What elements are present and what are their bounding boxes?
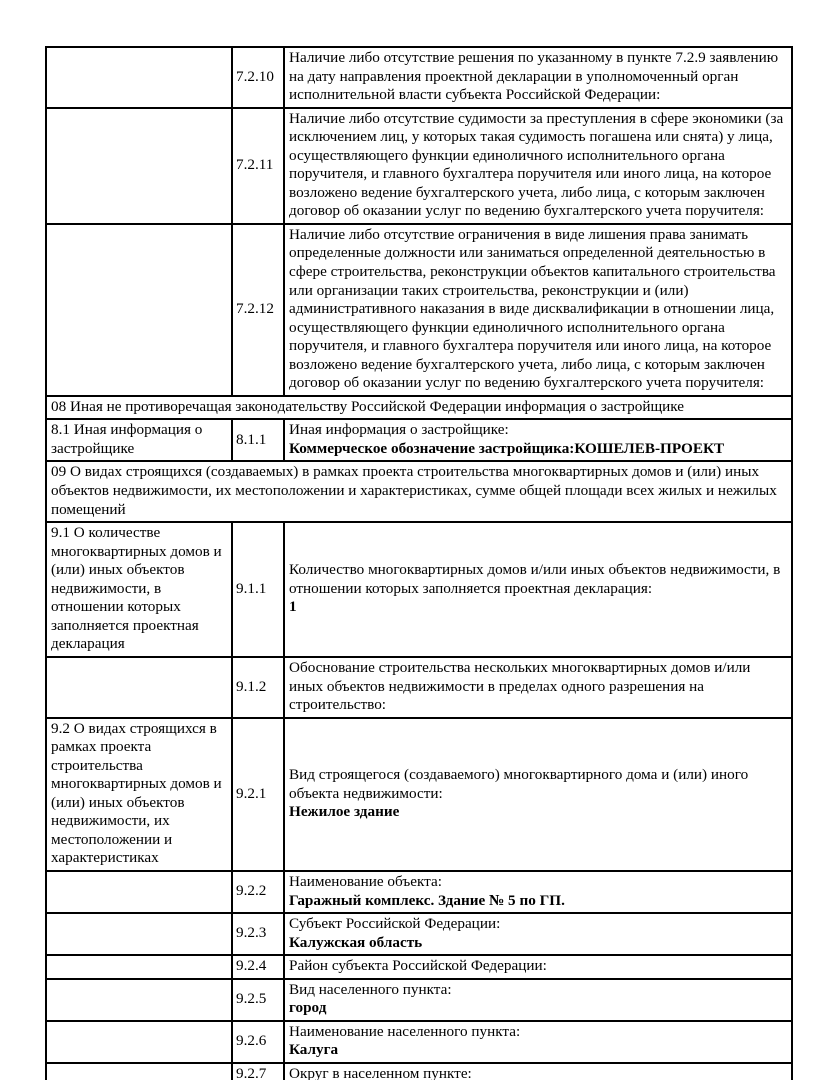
- section-header-row: [46, 461, 792, 522]
- item-section-cell: [46, 47, 232, 108]
- item-row: [46, 955, 792, 979]
- item-number-cell: 9.1.2: [232, 657, 284, 718]
- item-label: Обоснование строительства нескольких многоквартирных домов и/или иных объектов недвижимости в пределах одного разрешения на строительство:: [289, 658, 751, 714]
- item-number-cell: 9.2.2: [232, 871, 284, 913]
- item-number-cell: 7.2.12: [232, 224, 284, 396]
- item-row: [46, 522, 792, 657]
- item-content-cell: [284, 718, 792, 871]
- item-label: Количество многоквартирных домов и/или иных объектов недвижимости, в отношении которых заполняется проектная декларация:: [289, 561, 781, 597]
- item-value: Гаражный комплекс. Здание № 5 по ГП.: [289, 891, 565, 909]
- item-row: [46, 913, 792, 955]
- item-value: 1: [289, 598, 297, 616]
- item-label: Вид строящегося (создаваемого) многоквартирного дома и (или) иного объекта недвижимости:: [289, 765, 749, 802]
- item-section-cell: [46, 871, 232, 913]
- project-declaration-table: [45, 46, 793, 1080]
- item-row: [46, 1063, 792, 1080]
- item-number-cell: 9.2.6: [232, 1021, 284, 1063]
- item-section-cell: 9.2 О видах строящихся в рамках проекта строительства многоквартирных домов и (или) иных объектов недвижимости, их местоположении и характеристиках: [46, 718, 232, 871]
- item-row: [46, 224, 792, 396]
- item-label: Наименование объекта:: [289, 872, 442, 890]
- declaration-table-body: [46, 47, 792, 1080]
- item-row: [46, 718, 792, 871]
- item-section-cell: [46, 657, 232, 718]
- item-number-cell: 9.2.5: [232, 979, 284, 1021]
- item-content-cell: [284, 913, 792, 955]
- item-section-cell: [46, 1063, 232, 1080]
- item-row: [46, 871, 792, 913]
- item-number-cell: 7.2.10: [232, 47, 284, 108]
- item-value: Коммерческое обозначение застройщика:КОШЕЛЕВ-ПРОЕКТ: [289, 439, 725, 457]
- item-section-cell: [46, 1021, 232, 1063]
- item-label: Субъект Российской Федерации:: [289, 915, 501, 933]
- item-label: Наличие либо отсутствие ограничения в виде лишения права занимать определенные должности или заниматься определенной деятельностью в сфере строительства, реконструкции объектов капитального строительства или организации таких строительства, реконструкции и (или) административного наказания в виде дисквалификации в отношении лица, осуществляющего функции единоличного исполнительного органа поручителя, и главного бухгалтера поручителя или иного лица, на которое возложено ведение бухгалтерского учета, либо лица, с которым заключен договор об оказании услуг по ведению бухгалтерского учета поручителя:: [289, 225, 776, 392]
- item-value: Калужская область: [289, 933, 423, 951]
- item-row: [46, 419, 792, 461]
- item-section-cell: [46, 955, 232, 979]
- item-number-cell: 9.2.1: [232, 718, 284, 871]
- item-section-cell: [46, 224, 232, 396]
- item-number-cell: 8.1.1: [232, 419, 284, 461]
- item-section-cell: [46, 979, 232, 1021]
- item-content-cell: [284, 1021, 792, 1063]
- section-header-text: 08 Иная не противоречащая законодательству Российской Федерации информация о застройщике: [46, 396, 792, 420]
- item-number-cell: 7.2.11: [232, 108, 284, 224]
- item-value: Калуга: [289, 1041, 339, 1059]
- item-value: город: [289, 999, 327, 1017]
- item-content-cell: [284, 522, 792, 657]
- item-number-cell: 9.1.1: [232, 522, 284, 657]
- item-number-cell: 9.2.4: [232, 955, 284, 979]
- item-label: Вид населенного пункта:: [289, 980, 452, 998]
- item-content-cell: [284, 1063, 792, 1080]
- item-number-cell: 9.2.7: [232, 1063, 284, 1080]
- item-row: [46, 1021, 792, 1063]
- item-content-cell: [284, 47, 792, 108]
- item-content-cell: [284, 871, 792, 913]
- item-label: Район субъекта Российской Федерации:: [289, 957, 547, 975]
- item-section-cell: [46, 108, 232, 224]
- section-header-row: [46, 396, 792, 420]
- item-content-cell: [284, 955, 792, 979]
- item-row: [46, 979, 792, 1021]
- item-section-cell: 8.1 Иная информация о застройщике: [46, 419, 232, 461]
- item-label: Иная информация о застройщике:: [289, 421, 509, 439]
- item-row: [46, 657, 792, 718]
- item-value: Нежилое здание: [289, 803, 400, 821]
- item-content-cell: [284, 108, 792, 224]
- section-header-text: 09 О видах строящихся (создаваемых) в рамках проекта строительства многоквартирных домов и (или) иных объектов недвижимости, их местоположении и характеристиках, сумме общей площади всех жилых и нежилых помещений: [46, 461, 792, 522]
- item-label: Наличие либо отсутствие решения по указанному в пункте 7.2.9 заявлению на дату направления проектной декларации в уполномоченный орган исполнительной власти субъекта Российской Федерации:: [289, 49, 779, 104]
- item-label: Округ в населенном пункте:: [289, 1064, 472, 1080]
- item-content-cell: [284, 419, 792, 461]
- item-section-cell: 9.1 О количестве многоквартирных домов и (или) иных объектов недвижимости, в отношении которых заполняется проектная декларация: [46, 522, 232, 657]
- item-section-cell: [46, 913, 232, 955]
- item-content-cell: [284, 657, 792, 718]
- item-row: [46, 47, 792, 108]
- item-label: Наименование населенного пункта:: [289, 1022, 521, 1040]
- item-row: [46, 108, 792, 224]
- item-number-cell: 9.2.3: [232, 913, 284, 955]
- item-label: Наличие либо отсутствие судимости за преступления в сфере экономики (за исключением лиц, у которых такая судимость погашена или снята) у лица, осуществляющего функции единоличного исполнительного органа поручителя, и главного бухгалтера поручителя или иного лица, на которое возложено ведение бухгалтерского учета, либо лица, с которым заключен договор об оказании услуг по ведению бухгалтерского учета поручителя:: [289, 109, 784, 220]
- item-content-cell: [284, 224, 792, 396]
- item-content-cell: [284, 979, 792, 1021]
